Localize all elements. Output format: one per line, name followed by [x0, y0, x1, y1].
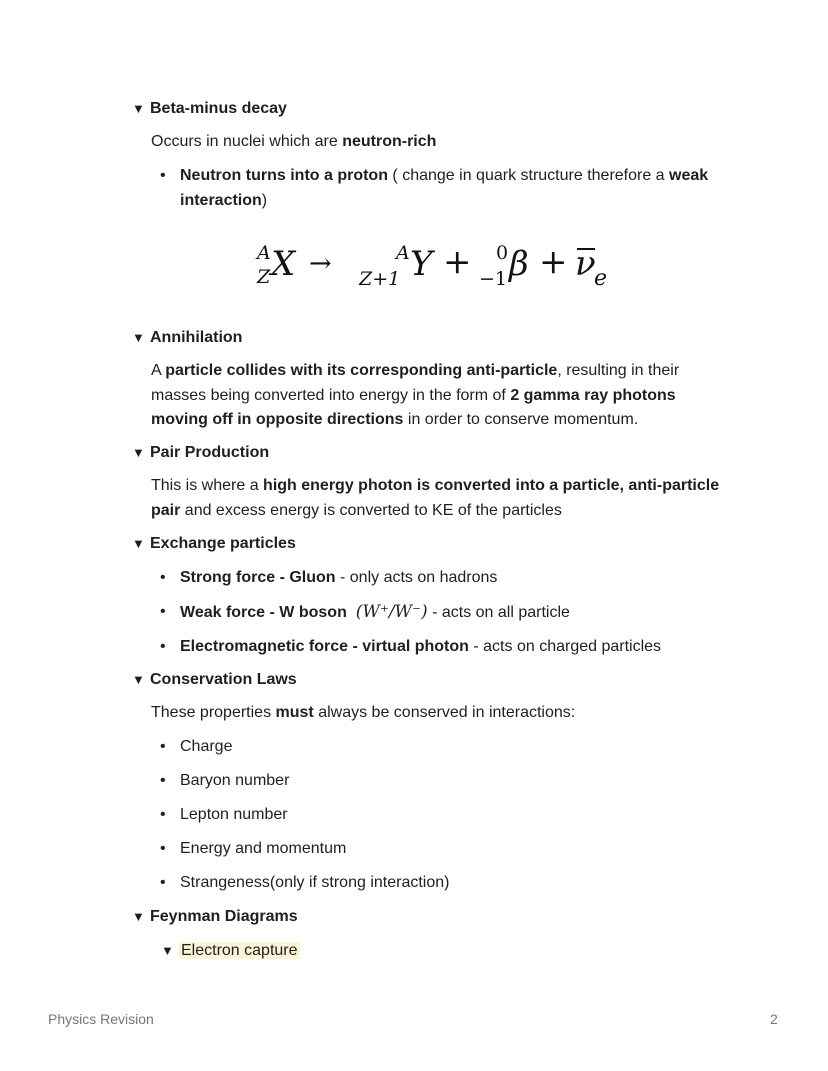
- bullet-icon: •: [160, 772, 166, 789]
- annihilation-text: [151, 359, 751, 433]
- list-item: [160, 635, 750, 660]
- beta-intro: [151, 130, 751, 155]
- formula-operator: +: [539, 242, 568, 282]
- toggle-title: Pair Production: [150, 444, 270, 461]
- list-item: [160, 600, 750, 626]
- list-item: [160, 803, 750, 828]
- formula-symbol: ν: [575, 244, 596, 284]
- bullet-icon: •: [160, 167, 166, 184]
- pair-production-text: [151, 474, 751, 523]
- toggle-annihilation[interactable]: [132, 329, 242, 347]
- toggle-pair-production[interactable]: [132, 444, 269, 462]
- math-inline: (W⁺/W⁻): [355, 602, 428, 622]
- text: masses being converted into energy in the form of: [151, 386, 511, 404]
- list-item-text: Charge: [180, 738, 233, 755]
- formula-sub: −1: [479, 268, 508, 290]
- text: and excess energy is converted to KE of the particles: [180, 501, 562, 519]
- toggle-feynman-diagrams[interactable]: [132, 908, 298, 926]
- list-item: [160, 735, 750, 760]
- toggle-triangle-icon: ▼: [132, 330, 145, 345]
- formula-super: 0: [496, 242, 509, 264]
- toggle-title: Conservation Laws: [150, 671, 297, 688]
- toggle-title: Beta-minus decay: [150, 100, 287, 117]
- footer-title: Physics Revision: [48, 1011, 154, 1027]
- toggle-exchange-particles[interactable]: [132, 535, 296, 553]
- text: ): [261, 191, 268, 209]
- list-item-text: Strangeness(only if strong interaction): [180, 874, 450, 891]
- bold-text: weak: [669, 167, 709, 184]
- list-item: [160, 769, 750, 794]
- list-item-text: [180, 635, 750, 660]
- list-item-text: [180, 164, 750, 213]
- toggle-triangle-icon: ▼: [132, 672, 145, 687]
- bullet-icon: •: [160, 569, 166, 586]
- text: These properties: [151, 704, 276, 721]
- toggle-conservation-laws[interactable]: [132, 671, 297, 689]
- bold-text: 2 gamma ray photons: [510, 386, 676, 404]
- bullet-icon: •: [160, 603, 166, 620]
- list-item: [160, 164, 750, 213]
- list-item: [160, 566, 750, 591]
- conservation-intro: [151, 701, 751, 726]
- toggle-title: Exchange particles: [150, 535, 296, 552]
- formula-symbol: β: [509, 244, 529, 284]
- bold-text: Strong force - Gluon: [180, 569, 336, 586]
- toggle-title: Electron capture: [181, 942, 298, 959]
- toggle-triangle-icon: ▼: [132, 445, 145, 460]
- bullet-icon: •: [160, 840, 166, 857]
- toggle-title: Annihilation: [150, 329, 243, 346]
- bold-text: high energy photon is converted into a particle, anti-particle: [263, 477, 720, 494]
- bold-text: moving off in opposite directions: [151, 411, 404, 428]
- text: Occurs in nuclei which are: [151, 133, 343, 150]
- list-item-text: Baryon number: [180, 772, 290, 789]
- text: , resulting in their: [557, 362, 680, 379]
- arrow-icon: →: [309, 248, 332, 279]
- toggle-electron-capture[interactable]: [161, 942, 300, 960]
- formula-super: A: [257, 242, 271, 264]
- bold-text: neutron-rich: [342, 133, 437, 150]
- formula-symbol: X: [271, 244, 296, 284]
- text: - acts on all particle: [427, 604, 570, 621]
- text: ( change in quark structure therefore a: [387, 167, 670, 184]
- bold-text: particle collides with its corresponding anti-particle: [165, 362, 558, 379]
- bold-text: Electromagnetic force - virtual photon: [180, 638, 469, 655]
- text: This is where a: [151, 477, 264, 494]
- toggle-triangle-icon: ▼: [132, 536, 145, 551]
- toggle-title: Feynman Diagrams: [150, 908, 298, 925]
- toggle-triangle-icon: ▼: [132, 101, 145, 116]
- list-item: [160, 871, 750, 896]
- bullet-icon: •: [160, 874, 166, 891]
- bullet-icon: •: [160, 806, 166, 823]
- formula-sub: e: [594, 266, 608, 291]
- page-number: 2: [770, 1011, 778, 1027]
- bold-text: must: [275, 704, 314, 721]
- formula-operator: +: [443, 242, 472, 282]
- formula-super: A: [396, 242, 410, 264]
- list-item-text: [180, 566, 750, 591]
- bullet-icon: •: [160, 638, 166, 655]
- bold-text: Neutron turns into a proton: [180, 167, 388, 184]
- bold-text: Weak force - W boson: [180, 604, 347, 621]
- list-item: [160, 837, 750, 862]
- formula-sub: Z: [257, 266, 271, 288]
- list-item-text: Energy and momentum: [180, 840, 347, 857]
- text: - only acts on hadrons: [335, 569, 498, 586]
- text: A: [151, 362, 166, 379]
- toggle-triangle-icon: ▼: [132, 909, 145, 924]
- toggle-beta-minus[interactable]: [132, 100, 287, 118]
- beta-decay-equation: [255, 238, 625, 296]
- formula-symbol: Y: [410, 244, 433, 284]
- text: - acts on charged particles: [468, 638, 662, 655]
- list-item-text: Lepton number: [180, 806, 288, 823]
- list-item-text: [180, 600, 750, 626]
- bold-text: pair: [151, 501, 181, 519]
- formula-sub: Z+1: [359, 268, 401, 290]
- text: always be conserved in interactions:: [313, 704, 576, 721]
- toggle-triangle-icon: ▼: [161, 943, 174, 958]
- bold-text: interaction: [180, 191, 262, 209]
- text: in order to conserve momentum.: [403, 411, 639, 428]
- bullet-icon: •: [160, 738, 166, 755]
